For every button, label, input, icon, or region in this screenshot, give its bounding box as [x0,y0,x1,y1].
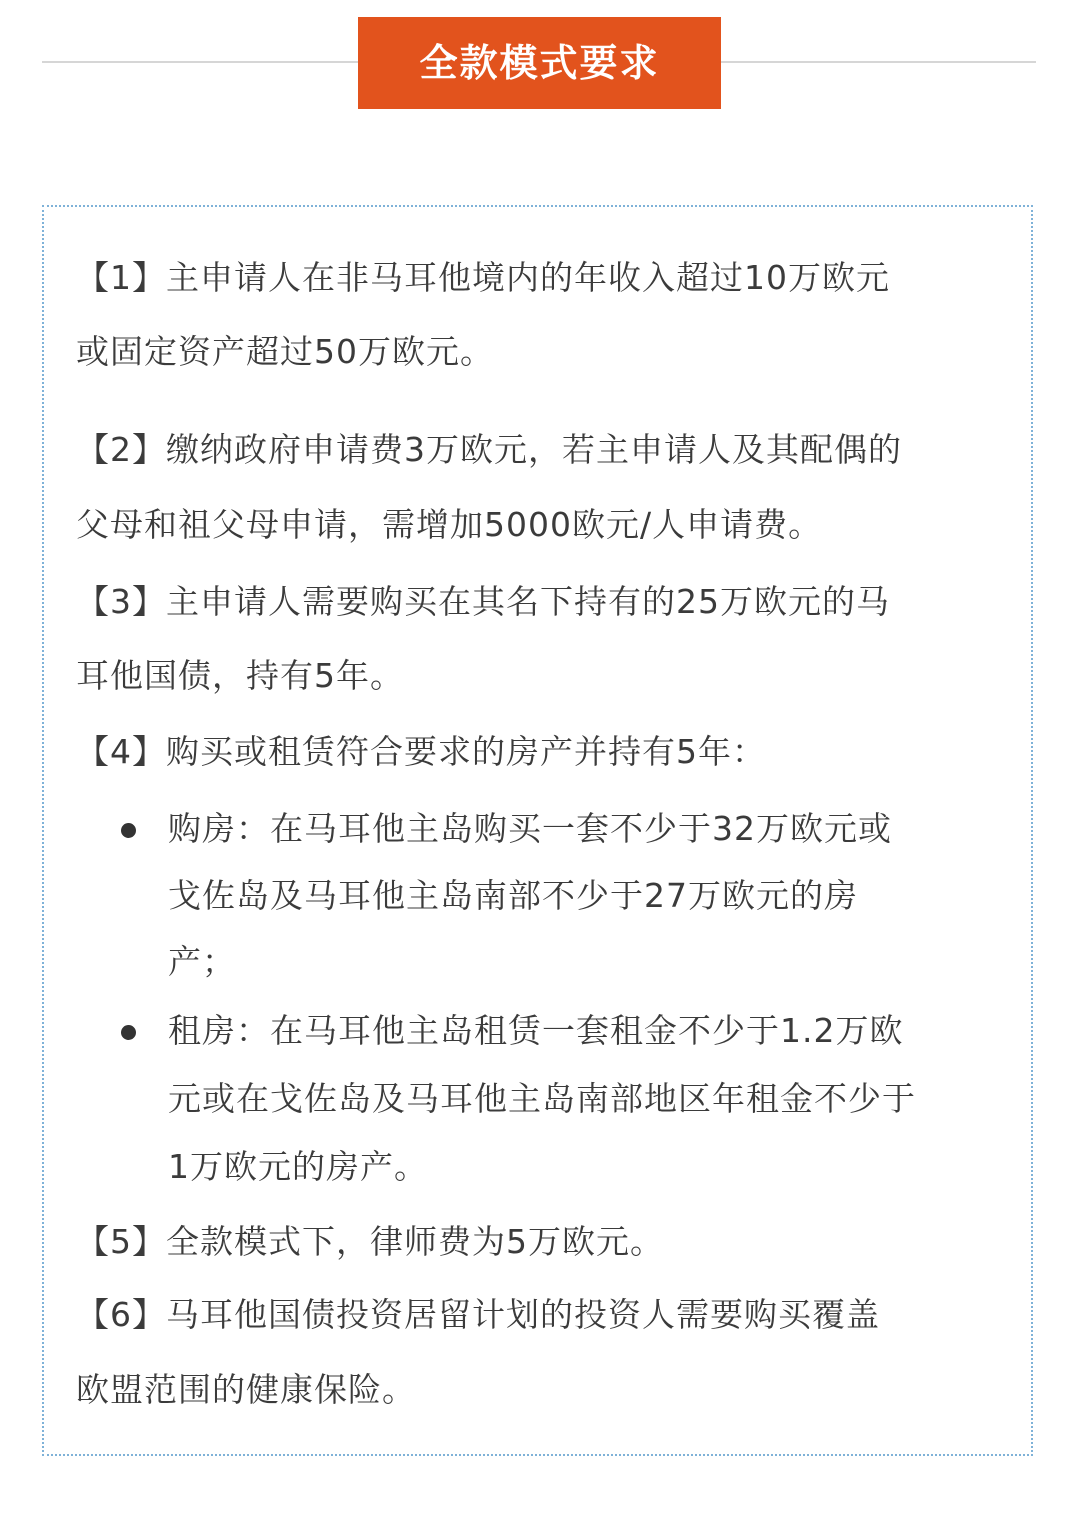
title-divider-right [720,61,1036,63]
bullet-dot-rent [121,1025,136,1040]
bullet-rent-line-2: 元或在戈佐岛及马耳他主岛南部地区年租金不少于 [168,1079,916,1118]
requirement-3-line-2: 耳他国债，持有5年。 [76,656,404,695]
requirement-4-line-1: 【4】购买或租赁符合要求的房产并持有5年： [76,732,766,771]
bullet-rent-line-3: 1万欧元的房产。 [168,1147,428,1186]
bullet-dot-purchase [121,823,136,838]
requirement-6-line-1: 【6】马耳他国债投资居留计划的投资人需要购买覆盖 [76,1295,880,1334]
bullet-purchase-line-2: 戈佐岛及马耳他主岛南部不少于27万欧元的房 [168,876,858,915]
title-divider-left [42,61,360,63]
requirement-1-line-2: 或固定资产超过50万欧元。 [76,332,494,371]
bullet-rent-line-1: 租房：在马耳他主岛租赁一套租金不少于1.2万欧 [168,1011,904,1050]
requirement-2-line-1: 【2】缴纳政府申请费3万欧元，若主申请人及其配偶的 [76,430,902,469]
requirement-2-line-2: 父母和祖父母申请，需增加5000欧元/人申请费。 [76,505,823,544]
section-title-banner: 全款模式要求 [358,17,721,109]
requirement-1-line-1: 【1】主申请人在非马耳他境内的年收入超过10万欧元 [76,258,890,297]
bullet-purchase-line-1: 购房：在马耳他主岛购买一套不少于32万欧元或 [168,809,892,848]
requirement-5-line-1: 【5】全款模式下，律师费为5万欧元。 [76,1222,664,1261]
requirement-3-line-1: 【3】主申请人需要购买在其名下持有的25万欧元的马 [76,582,890,621]
bullet-purchase-line-3: 产； [168,942,236,981]
requirement-6-line-2: 欧盟范围的健康保险。 [76,1370,416,1409]
